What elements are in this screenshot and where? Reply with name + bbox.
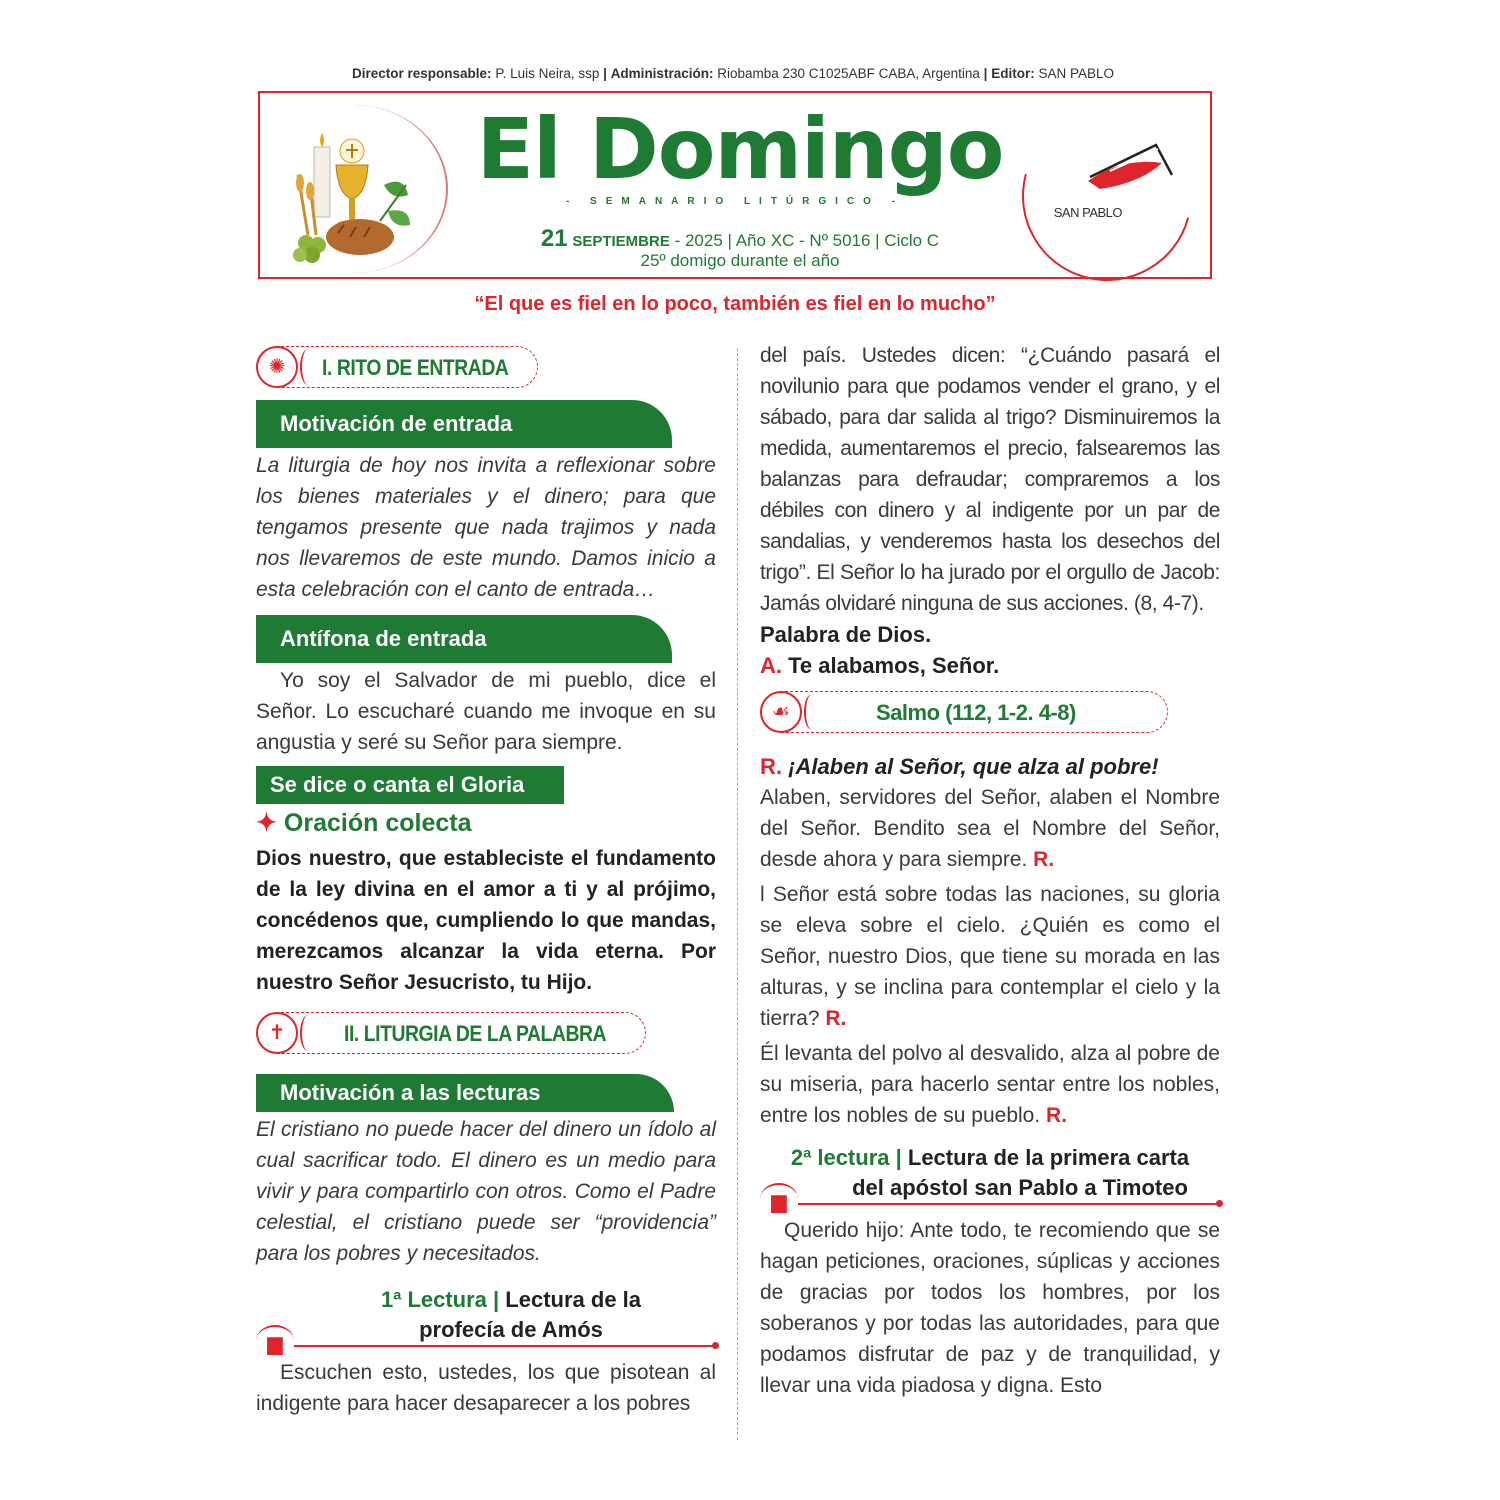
issue-year: - 2025 — [674, 231, 723, 250]
logo-text: SAN PABLO — [1053, 205, 1122, 220]
salmo-verse-2 — [760, 879, 1220, 1034]
section-rito-entrada — [256, 346, 716, 390]
lectura-ordinal: 2ª lectura | — [790, 1145, 902, 1170]
separator: | — [983, 66, 988, 81]
antifona-entrada-heading: Antífona de entrada — [256, 615, 672, 663]
salmo-title: Salmo (112, 1-2. 4-8) — [876, 700, 1076, 725]
verse-text: l Señor está sobre todas las naciones, su gloria se eleva sobre el cielo. ¿Quién es como el Señor, nuestro Dios, que tiene su morada en las alturas, y se inclina para contemplar el cielo y la tierra? — [760, 883, 1220, 1030]
salmo-antiphon — [760, 751, 1220, 782]
response-mark: R. — [825, 1007, 847, 1030]
lectura-title-line2: profecía de Amós — [419, 1317, 603, 1342]
verse-text: Alaben, servidores del Señor, alaben el Nombre del Señor. Bendito sea el Nombre del Señor, desde ahora y para siempre. — [760, 786, 1220, 871]
palabra-de-dios: Palabra de Dios. — [760, 622, 932, 647]
oracion-colecta-title: Oración colecta — [283, 809, 472, 837]
lectura-title-line2: del apóstol san Pablo a Timoteo — [852, 1175, 1188, 1200]
response-mark: R. — [1033, 848, 1055, 871]
separator: | — [603, 66, 607, 81]
response-text: Te alabamos, Señor. — [782, 653, 1000, 678]
director-name: P. Luis Neira, ssp — [495, 66, 600, 81]
section-liturgia-palabra — [256, 1012, 716, 1056]
motivacion-lecturas-text: El cristiano no puede hacer del dinero un ídolo al cual sacrificar todo. El dinero es un medio para vivir y para compartirlo con otros. Como el Padre celestial, el cristiano puede ser “providencia” para los pobres y necesitados. — [256, 1118, 716, 1265]
column-divider — [737, 348, 738, 1440]
primera-lectura-text: Escuchen esto, ustedes, los que pisotean al indigente para hacer desaparecer a los pobres — [256, 1361, 716, 1415]
admin-address: Riobamba 230 C1025ABF CABA, Argentina — [717, 66, 980, 81]
antifona-entrada-text: Yo soy el Salvador de mi pueblo, dice el Señor. Lo escucharé cuando me invoque en su angustia y seré su Señor para siempre. — [256, 669, 716, 754]
lectura-ordinal: 1ª Lectura | — [380, 1287, 500, 1312]
salmo-verse-3 — [760, 1038, 1220, 1131]
oracion-colecta-text: Dios nuestro, que estableciste el fundamento de la ley divina en el amor a ti y al prójimo, concédenos que, cumpliendo lo que mandas, merezcamos alcanzar la vida eterna. Por nuestro Señor Jesucristo, tu Hijo. — [256, 847, 716, 994]
issue-day: 21 — [540, 225, 568, 252]
segunda-lectura-text: Querido hijo: Ante todo, te recomiendo que se hagan peticiones, oraciones, súplicas y acciones de gracias por todos los hombres, por los soberanos y por todas las autoridades, para que podamos disfrutar de paz y de tranquilidad, y llevar una vida piadosa y digna. Esto — [760, 1219, 1220, 1397]
gloria-heading: Se dice o canta el Gloria — [256, 766, 564, 804]
sunday-motto: “El que es fiel en lo poco, también es fiel en lo mucho” — [474, 293, 996, 315]
editor-label: Editor: — [991, 66, 1035, 81]
verse-text: Él levanta del polvo al desvalido, alza al pobre de su miseria, para hacerlo sentar entre los nobles, entre los nobles de su pueblo. — [760, 1042, 1220, 1127]
left-column — [256, 340, 716, 1419]
antiphon-text: ¡Alaben al Señor, que alza al pobre! — [782, 754, 1159, 779]
motivacion-entrada-text: La liturgia de hoy nos invita a reflexionar sobre los bienes materiales y el dinero; para que tengamos presente que nada trajimos y nada nos llevaremos de este mundo. Damos inicio a esta celebración con el canto de entrada… — [256, 454, 716, 601]
dove-icon: ✺ — [256, 346, 298, 388]
right-column — [760, 340, 1220, 1401]
motivacion-entrada-heading: Motivación de entrada — [256, 400, 672, 448]
director-label: Director responsable: — [352, 66, 492, 81]
lectura-title: Lectura de la primera carta — [901, 1145, 1190, 1170]
salmo-verse-1 — [760, 782, 1220, 875]
rule-line — [798, 1203, 1220, 1205]
antiphon-r: R. — [760, 754, 782, 779]
issue-number: | Año XC - Nº 5016 | Ciclo C — [727, 231, 940, 250]
reading-rule — [760, 1189, 1220, 1211]
credits-line — [258, 66, 1208, 81]
issue-dateline — [460, 225, 1020, 253]
admin-label: Administración: — [610, 66, 714, 81]
people-response — [760, 650, 1220, 681]
rule-dot — [712, 1342, 719, 1349]
reading-rule — [256, 1331, 716, 1353]
rule-dot — [1216, 1200, 1223, 1207]
cross-star-icon: ✦ — [256, 809, 277, 837]
open-book-icon: ▆ — [760, 1183, 798, 1215]
primera-lectura-continuation: del país. Ustedes dicen: “¿Cuándo pasará el novilunio para que podamos vender el grano, y el sábado, para dar salida al trigo? Disminuiremos la medida, aumentaremos el precio, falsearemos las balanzas para defraudar; compraremos a los débiles con dinero y al indigente por un par de sandalias, y venderemos hasta los desechos del trigo”. El Señor lo ha jurado por el orgullo de Jacob: Jamás olvidaré ninguna de sus acciones. (8, 4-7). — [760, 344, 1220, 615]
masthead — [258, 91, 1212, 279]
lyre-icon: ☙ — [760, 691, 802, 733]
editor-name: SAN PABLO — [1038, 66, 1114, 81]
open-book-icon: ▆ — [256, 1325, 294, 1357]
rule-line — [294, 1345, 716, 1347]
motivacion-lecturas-heading: Motivación a las lecturas — [256, 1074, 674, 1112]
section-title: II. LITURGIA DE LA PALABRA — [344, 1021, 607, 1046]
newspaper-subtitle: - SEMANARIO LITÚRGICO - — [565, 196, 905, 207]
issue-month: SEPTIEMBRE — [572, 233, 670, 250]
lectura-title: Lectura de la — [499, 1287, 642, 1312]
response-mark: R. — [1046, 1104, 1068, 1127]
bible-icon: ✝ — [256, 1012, 298, 1054]
liturgical-sunday: 25º domigo durante el año — [640, 251, 840, 270]
san-pablo-logo-icon — [1070, 141, 1180, 201]
newspaper-title: El Domingo — [476, 100, 1004, 198]
section-title: I. RITO DE ENTRADA — [322, 355, 509, 380]
salmo-heading — [760, 691, 1220, 735]
response-letter: A. — [760, 653, 782, 678]
oracion-colecta-heading — [256, 808, 716, 839]
chalice-illustration-icon — [288, 125, 438, 275]
